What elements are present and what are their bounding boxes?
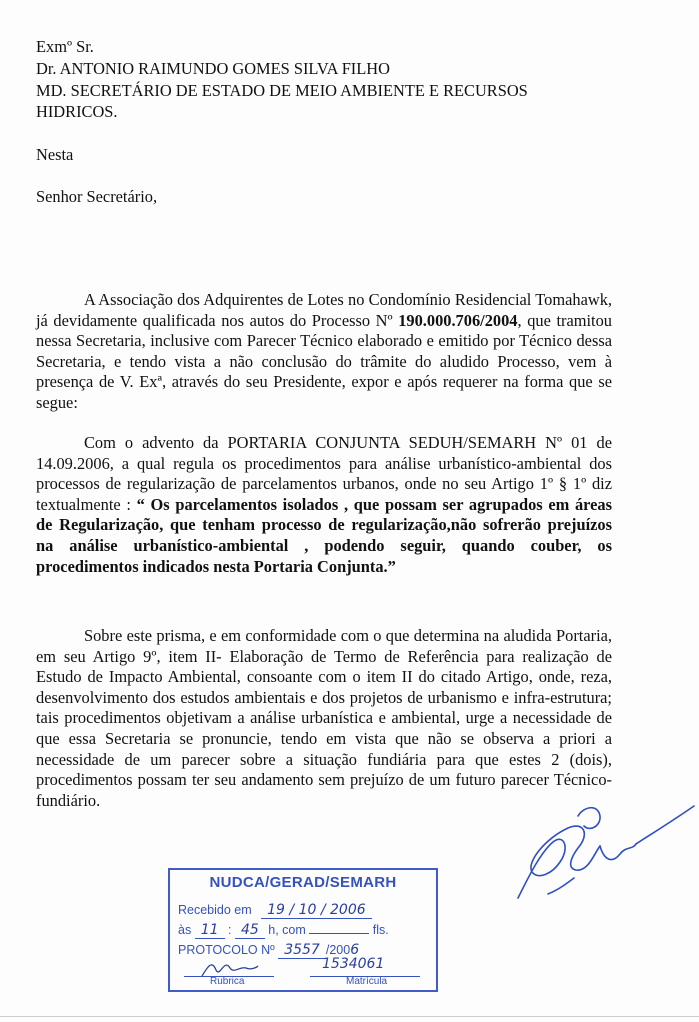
location: Nesta [36, 145, 74, 164]
addressee-title: MD. SECRETÁRIO DE ESTADO DE MEIO AMBIENTE E RECURSOS [36, 81, 528, 100]
stamp-protocol-year-prefix: /200 [325, 943, 351, 957]
paragraph-1-text: A Associação dos Adquirentes de Lotes no Condomínio Residencial Tomahawk, já devidamente qualificada nos autos do Processo Nº [36, 290, 612, 330]
stamp-pages-label: fls. [372, 923, 389, 937]
stamp-received-date: 19 / 10 / 2006 [261, 902, 372, 919]
stamp-rubrica-scribble [200, 956, 260, 978]
stamp-time-hours: 11 [195, 922, 225, 939]
scan-edge-divider [0, 1016, 699, 1017]
stamp-rubrica-label: Rubrica [210, 976, 245, 987]
stamp-matricula-label: Matrícula [346, 976, 388, 987]
stamp-pages-blank [309, 933, 369, 934]
process-number: 190.000.706/2004 [398, 310, 518, 330]
paragraph-2 [36, 433, 612, 577]
stamp-time-suffix: h, com [268, 923, 306, 937]
stamp-protocol-label: PROTOCOLO Nº [178, 943, 275, 957]
salutation: Exmº Sr. [36, 37, 94, 56]
stamp-received-label: Recebido em [178, 903, 252, 917]
stamp-title: NUDCA/GERAD/SEMARH [209, 874, 397, 891]
stamp-time-prefix: às [178, 923, 192, 937]
stamp-matricula-value: 1534061 [322, 956, 385, 972]
stamp-time-row [178, 922, 389, 938]
paragraph-1 [36, 290, 612, 414]
stamp-time-minutes: 45 [235, 922, 265, 939]
paragraph-2-text: Com o advento da PORTARIA CONJUNTA SEDUH/SEMARH Nº 01 de 14.09.2006, a qual regula os procedimentos para análise urbanístico-ambiental dos processos de regularização de parcelamentos urbanos, onde no seu Artigo 1º § 1º diz textualmente : [36, 433, 612, 514]
paragraph-1-text-rest: , que tramitou nessa Secretaria, inclusive com Parecer Técnico elaborado e emitido por Técnico dessa Secretaria, e tendo vista a não conclusão do trâmite do aludido Processo, vem à presença de V. Exª, através do seu Presidente, expor e após requerer na forma que se segue: [36, 310, 612, 412]
addressee-name: Dr. ANTONIO RAIMUNDO GOMES SILVA FILHO [36, 59, 390, 78]
stamp-protocol-year-digit: 6 [350, 942, 360, 958]
stamp-received-row [178, 902, 372, 918]
reception-stamp [168, 868, 438, 992]
greeting: Senhor Secretário, [36, 187, 158, 206]
paragraph-3-text: Sobre este prisma, e em conformidade com o que determina na aludida Portaria, em seu Artigo 9º, item II- Elaboração de Termo de Referência para realização de Estudo de Impacto Ambiental, consoante com o item II do citado Artigo, onde, reza, desenvolvimento dos estudos ambientais e dos projetos de urbanismo e infra-estrutura; tais procedimentos objetivam a análise urbanística e ambiental, urge a necessidade de que essa Secretaria se pronuncie, tendo em vista que não se observa a priori a necessidade de um parecer sobre a situação fundiária para que estes 2 (dois), procedimentos possam ter seu andamento sem prejuízo de um futuro parecer Técnico-fundiário. [36, 626, 612, 810]
stamp-time-separator: : [228, 923, 232, 937]
stamp-protocol-number: 3557 [278, 942, 326, 959]
addressee-title-continued: HIDRICOS. [36, 102, 118, 121]
paragraph-3 [36, 626, 612, 811]
signature [508, 798, 698, 908]
quoted-provision: “ Os parcelamentos isolados , que possam ser agrupados em áreas de Regularização, que tenham processo de regularização,não sofrerão prejuízos na análise urbanístico-ambiental , podendo seguir, quando couber, os procedimentos indicados nesta Portaria Conjunta.” [36, 494, 613, 576]
